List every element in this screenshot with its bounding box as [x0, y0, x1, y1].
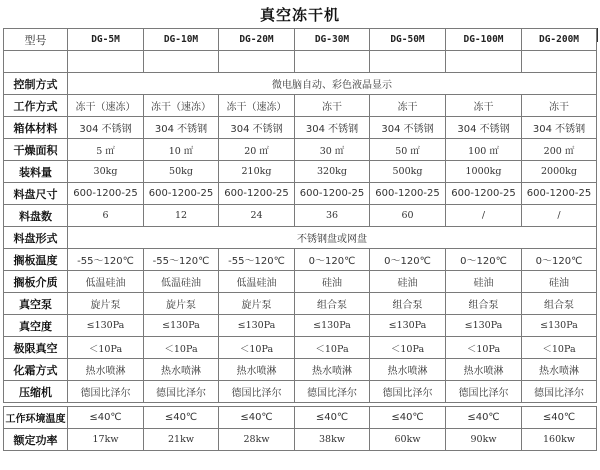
- row-label: 干燥面积: [4, 139, 68, 161]
- table-row: [4, 205, 597, 227]
- table-row: [4, 407, 597, 429]
- value-cell: ≤40℃: [144, 407, 219, 429]
- row-label: 搁板介质: [4, 271, 68, 293]
- spec-table: [3, 28, 597, 451]
- row-label: 料盘数: [4, 205, 68, 227]
- value-cell: 320kg: [295, 161, 370, 183]
- value-cell: 热水喷淋: [446, 359, 522, 381]
- value-cell: 0～120℃: [522, 249, 597, 271]
- control-mode-value: 微电脑自动、彩色液晶显示: [68, 73, 597, 95]
- value-cell: 20 ㎡: [219, 139, 295, 161]
- table-row-control: [4, 73, 597, 95]
- table-row: [4, 315, 597, 337]
- empty-row: [4, 51, 597, 73]
- value-cell: /: [446, 205, 522, 227]
- value-cell: 旋片泵: [68, 293, 144, 315]
- value-cell: ≤130Pa: [295, 315, 370, 337]
- empty-cell: [446, 51, 522, 73]
- table-row: [4, 139, 597, 161]
- row-label: 控制方式: [4, 73, 68, 95]
- value-cell: ≤40℃: [446, 407, 522, 429]
- value-cell: -55～120℃: [219, 249, 295, 271]
- value-cell: ≤40℃: [522, 407, 597, 429]
- value-cell: 90kw: [446, 429, 522, 451]
- value-cell: 热水喷淋: [370, 359, 446, 381]
- empty-cell: [68, 51, 144, 73]
- value-cell: 600-1200-25: [370, 183, 446, 205]
- row-label: 真空度: [4, 315, 68, 337]
- value-cell: 304 不锈钢: [295, 117, 370, 139]
- value-cell: 德国比泽尔: [295, 381, 370, 403]
- value-cell: 冻干: [446, 95, 522, 117]
- table-row: [4, 249, 597, 271]
- value-cell: 304 不锈钢: [370, 117, 446, 139]
- value-cell: ≤40℃: [68, 407, 144, 429]
- page-title: 真空冻干机: [259, 6, 340, 24]
- value-cell: 旋片泵: [219, 293, 295, 315]
- value-cell: 热水喷淋: [68, 359, 144, 381]
- value-cell: 热水喷淋: [522, 359, 597, 381]
- value-cell: 热水喷淋: [144, 359, 219, 381]
- value-cell: ≤40℃: [295, 407, 370, 429]
- value-cell: 100 ㎡: [446, 139, 522, 161]
- value-cell: 德国比泽尔: [522, 381, 597, 403]
- value-cell: 德国比泽尔: [370, 381, 446, 403]
- value-cell: ≤130Pa: [68, 315, 144, 337]
- value-cell: 21kw: [144, 429, 219, 451]
- empty-cell: [144, 51, 219, 73]
- row-label-model: 型号: [4, 29, 68, 51]
- value-cell: ≤130Pa: [446, 315, 522, 337]
- row-label: 工作方式: [4, 95, 68, 117]
- table-row: [4, 271, 597, 293]
- value-cell: 600-1200-25: [446, 183, 522, 205]
- value-cell: 德国比泽尔: [68, 381, 144, 403]
- value-cell: 硅油: [446, 271, 522, 293]
- row-label: 极限真空: [4, 337, 68, 359]
- value-cell: 30 ㎡: [295, 139, 370, 161]
- value-cell: 0～120℃: [446, 249, 522, 271]
- value-cell: 0～120℃: [370, 249, 446, 271]
- table-row: [4, 117, 597, 139]
- value-cell: 2000kg: [522, 161, 597, 183]
- header-row: [4, 29, 597, 51]
- value-cell: 冻干（速冻）: [68, 95, 144, 117]
- value-cell: 200 ㎡: [522, 139, 597, 161]
- row-label: 工作环境温度: [4, 407, 68, 429]
- value-cell: 德国比泽尔: [144, 381, 219, 403]
- value-cell: ＜10Pa: [219, 337, 295, 359]
- value-cell: 组合泵: [370, 293, 446, 315]
- row-label: 真空泵: [4, 293, 68, 315]
- value-cell: ＜10Pa: [144, 337, 219, 359]
- value-cell: -55～120℃: [144, 249, 219, 271]
- row-label: 压缩机: [4, 381, 68, 403]
- value-cell: 0～120℃: [295, 249, 370, 271]
- value-cell: 600-1200-25: [295, 183, 370, 205]
- model-cell: DG-20M: [219, 29, 295, 51]
- value-cell: 低温硅油: [68, 271, 144, 293]
- value-cell: 50kg: [144, 161, 219, 183]
- value-cell: ＜10Pa: [295, 337, 370, 359]
- empty-cell: [522, 51, 597, 73]
- value-cell: ≤130Pa: [522, 315, 597, 337]
- value-cell: 德国比泽尔: [446, 381, 522, 403]
- value-cell: 304 不锈钢: [219, 117, 295, 139]
- value-cell: 组合泵: [446, 293, 522, 315]
- empty-cell: [295, 51, 370, 73]
- value-cell: /: [522, 205, 597, 227]
- value-cell: 冻干: [370, 95, 446, 117]
- value-cell: ≤130Pa: [144, 315, 219, 337]
- value-cell: 6: [68, 205, 144, 227]
- row-label: 料盘形式: [4, 227, 68, 249]
- table-row: [4, 95, 597, 117]
- table-row: [4, 381, 597, 403]
- value-cell: 低温硅油: [219, 271, 295, 293]
- value-cell: 160kw: [522, 429, 597, 451]
- value-cell: 1000kg: [446, 161, 522, 183]
- value-cell: 36: [295, 205, 370, 227]
- row-label: 搁板温度: [4, 249, 68, 271]
- model-cell: DG-5M: [68, 29, 144, 51]
- model-cell: DG-100M: [446, 29, 522, 51]
- value-cell: ＜10Pa: [370, 337, 446, 359]
- value-cell: 冻干（速冻）: [219, 95, 295, 117]
- table-row: [4, 359, 597, 381]
- empty-cell: [370, 51, 446, 73]
- value-cell: 500kg: [370, 161, 446, 183]
- value-cell: 28kw: [219, 429, 295, 451]
- value-cell: -55～120℃: [68, 249, 144, 271]
- model-cell: DG-10M: [144, 29, 219, 51]
- value-cell: ≤40℃: [370, 407, 446, 429]
- value-cell: ≤130Pa: [219, 315, 295, 337]
- value-cell: ≤40℃: [219, 407, 295, 429]
- table-row: [4, 183, 597, 205]
- row-label: 化霜方式: [4, 359, 68, 381]
- row-label: 装料量: [4, 161, 68, 183]
- row-label: 箱体材料: [4, 117, 68, 139]
- value-cell: 38kw: [295, 429, 370, 451]
- value-cell: 60: [370, 205, 446, 227]
- value-cell: 600-1200-25: [219, 183, 295, 205]
- tray-form-value: 不锈钢盘或网盘: [68, 227, 597, 249]
- model-cell: DG-30M: [295, 29, 370, 51]
- value-cell: 600-1200-25: [144, 183, 219, 205]
- value-cell: 冻干: [522, 95, 597, 117]
- row-label: 额定功率: [4, 429, 68, 451]
- row-label: 料盘尺寸: [4, 183, 68, 205]
- value-cell: 304 不锈钢: [522, 117, 597, 139]
- value-cell: 304 不锈钢: [144, 117, 219, 139]
- value-cell: 热水喷淋: [295, 359, 370, 381]
- value-cell: 冻干: [295, 95, 370, 117]
- value-cell: 10 ㎡: [144, 139, 219, 161]
- value-cell: 德国比泽尔: [219, 381, 295, 403]
- table-row-tray-form: [4, 227, 597, 249]
- value-cell: ≤130Pa: [370, 315, 446, 337]
- value-cell: ＜10Pa: [446, 337, 522, 359]
- value-cell: 组合泵: [295, 293, 370, 315]
- value-cell: 硅油: [295, 271, 370, 293]
- empty-cell: [219, 51, 295, 73]
- empty-cell: [4, 51, 68, 73]
- model-cell: DG-200M: [522, 29, 597, 51]
- value-cell: 60kw: [370, 429, 446, 451]
- value-cell: 低温硅油: [144, 271, 219, 293]
- value-cell: 硅油: [370, 271, 446, 293]
- value-cell: 热水喷淋: [219, 359, 295, 381]
- value-cell: 600-1200-25: [68, 183, 144, 205]
- value-cell: 硅油: [522, 271, 597, 293]
- value-cell: 30kg: [68, 161, 144, 183]
- value-cell: 304 不锈钢: [68, 117, 144, 139]
- table-row: [4, 161, 597, 183]
- table-row: [4, 293, 597, 315]
- model-cell: DG-50M: [370, 29, 446, 51]
- value-cell: 组合泵: [522, 293, 597, 315]
- value-cell: 24: [219, 205, 295, 227]
- value-cell: 12: [144, 205, 219, 227]
- value-cell: ＜10Pa: [522, 337, 597, 359]
- value-cell: ＜10Pa: [68, 337, 144, 359]
- table-row: [4, 429, 597, 451]
- table-row: [4, 337, 597, 359]
- value-cell: 17kw: [68, 429, 144, 451]
- value-cell: 210kg: [219, 161, 295, 183]
- value-cell: 5 ㎡: [68, 139, 144, 161]
- value-cell: 冻干（速冻）: [144, 95, 219, 117]
- value-cell: 304 不锈钢: [446, 117, 522, 139]
- value-cell: 50 ㎡: [370, 139, 446, 161]
- value-cell: 600-1200-25: [522, 183, 597, 205]
- value-cell: 旋片泵: [144, 293, 219, 315]
